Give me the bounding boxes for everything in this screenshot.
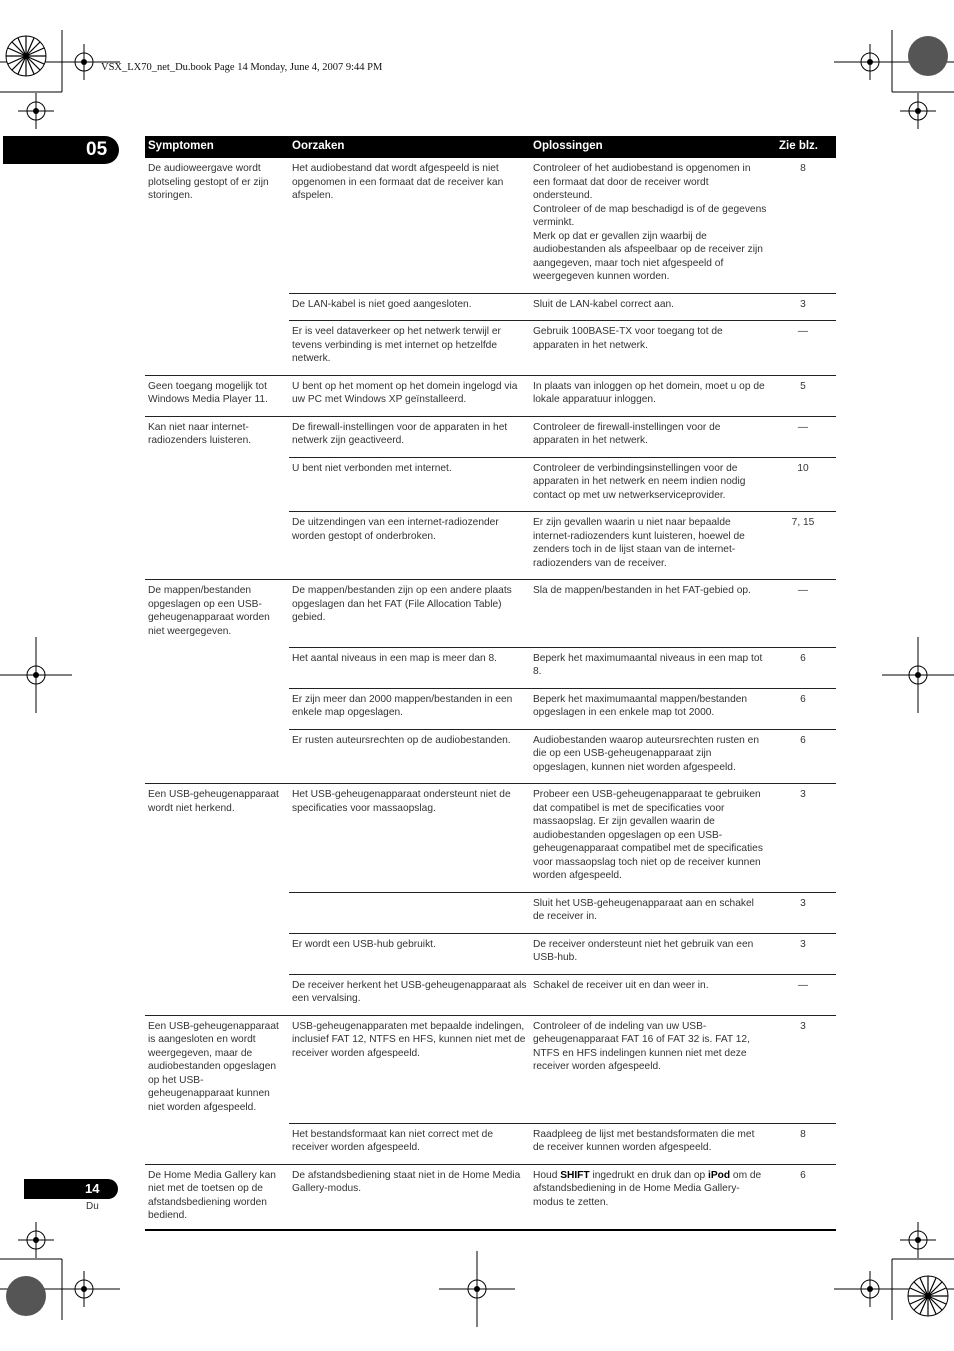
cause-cell: De afstandsbediening staat niet in de Home Media Gallery-modus. (289, 1164, 530, 1229)
page-ref-cell: 3 (770, 293, 836, 321)
cause-cell: De uitzendingen van een internet-radiozender worden gestopt of onderbroken. (289, 512, 530, 580)
remedy-cell: Controleer de verbindingsinstellingen voor de apparaten in het netwerk en neem indien nodig contact op met uw netwerkserviceprovider. (530, 457, 770, 512)
page-ref-cell: — (770, 321, 836, 376)
cause-cell: U bent niet verbonden met internet. (289, 457, 530, 512)
remedy-cell: Raadpleeg de lijst met bestandsformaten die met de receiver kunnen worden afgespeeld. (530, 1123, 770, 1164)
remedy-line: Merk op dat er gevallen zijn waarbij de audiobestanden als afspeelbaar op de receiver zijn aangegeven, maar toch niet afgespeeld of weergegeven kunnen worden. (533, 230, 763, 282)
header-remedy: Oplossingen (530, 136, 770, 158)
symptom-cell: De Home Media Gallery kan niet met de toetsen op de afstandsbediening worden bediend. (145, 1164, 289, 1229)
cause-cell: De LAN-kabel is niet goed aangesloten. (289, 293, 530, 321)
button-name: SHIFT (560, 1169, 590, 1181)
symptom-cell: Kan niet naar internet-radiozenders luisteren. (145, 416, 289, 457)
remedy-cell: Gebruik 100BASE-TX voor toegang tot de apparaten in het netwerk. (530, 321, 770, 376)
table-row (145, 647, 836, 688)
page-ref-cell: 6 (770, 647, 836, 688)
table-row (145, 158, 836, 293)
remedy-cell: Sluit de LAN-kabel correct aan. (530, 293, 770, 321)
table-row (145, 457, 836, 512)
table-row (145, 321, 836, 376)
page-ref-cell: 6 (770, 688, 836, 729)
page-ref-cell: 10 (770, 457, 836, 512)
cause-cell: Er is veel dataverkeer op het netwerk terwijl er tevens verbinding is met internet op hetzelfde netwerk. (289, 321, 530, 376)
page-ref-cell: 3 (770, 784, 836, 893)
remedy-line: Controleer of het audiobestand is opgenomen in een formaat dat door de receiver wordt ondersteund. (533, 163, 751, 201)
cause-cell: Het aantal niveaus in een map is meer dan 8. (289, 647, 530, 688)
page-ref-cell: — (770, 580, 836, 648)
table-row (145, 293, 836, 321)
table-row (145, 933, 836, 974)
symptom-cell (145, 512, 289, 580)
symptom-cell: Een USB-geheugenapparaat is aangesloten en wordt weergegeven, maar de audiobestanden opgeslagen op het USB-geheugenapparaat kunnen niet worden afgespeeld. (145, 1015, 289, 1123)
file-info-header: VSX_LX70_net_Du.book Page 14 Monday, June 4, 2007 9:44 PM (101, 62, 383, 73)
page-ref-cell: 8 (800, 163, 806, 174)
remedy-cell: In plaats van inloggen op het domein, moet u op de lokale apparatuur inloggen. (530, 375, 770, 416)
remedy-text: om de afstandsbediening in de Home Media Gallery-modus te zetten. (533, 1169, 762, 1208)
remedy-cell: Beperk het maximumaantal niveaus in een map tot 8. (530, 647, 770, 688)
page-ref-cell: — (770, 416, 836, 457)
cause-cell: Het USB-geheugenapparaat ondersteunt niet de specificaties voor massaopslag. (289, 784, 530, 893)
remedy-line: Controleer of de map beschadigd is of de gegevens verminkt. (533, 203, 767, 228)
remedy-text: ingedrukt en druk dan op (589, 1169, 708, 1181)
header-symptom: Symptomen (145, 136, 289, 158)
cause-cell: Er rusten auteursrechten op de audiobestanden. (289, 729, 530, 784)
page-ref-cell: 3 (770, 933, 836, 974)
table-row (145, 688, 836, 729)
table-bottom-rule (145, 1229, 836, 1231)
page-ref-cell: 6 (770, 1164, 836, 1229)
cause-cell: De mappen/bestanden zijn op een andere plaats opgeslagen dan het FAT (File Allocation Table) gebied. (289, 580, 530, 648)
remedy-text: Houd (533, 1169, 561, 1181)
symptom-cell (145, 321, 289, 376)
page-ref-cell: 6 (770, 729, 836, 784)
table-row (145, 729, 836, 784)
table-row (145, 1015, 836, 1123)
remedy-cell: Probeer een USB-geheugenapparaat te gebruiken dat compatibel is met de specificaties voor massaopslag. Er zijn gevallen waarin de audiobestanden opgeslagen op een USB-geheugenapparaat compatibel met de specificaties voor massaopslag toch niet op de receiver kunnen worden afgespeeld. (530, 784, 770, 893)
troubleshooting-table (145, 136, 836, 1229)
symptom-cell (145, 892, 289, 933)
cause-cell: Het bestandsformaat kan niet correct met de receiver worden afgespeeld. (289, 1123, 530, 1164)
symptom-cell (145, 688, 289, 729)
remedy-cell (530, 1164, 770, 1229)
table-row (145, 512, 836, 580)
header-page: Zie blz. (770, 136, 836, 158)
remedy-cell: Controleer de firewall-instellingen voor de apparaten in het netwerk. (530, 416, 770, 457)
table-row (145, 892, 836, 933)
chapter-tab (3, 136, 119, 164)
symptom-cell (145, 457, 289, 512)
symptom-cell (145, 933, 289, 974)
cause-cell: USB-geheugenapparaten met bepaalde indelingen, inclusief FAT 12, NTFS en HFS, kunnen niet met de receiver worden afgespeeld. (289, 1015, 530, 1123)
table-row (145, 1164, 836, 1229)
remedy-cell: Schakel de receiver uit en dan weer in. (530, 974, 770, 1015)
table-row (145, 974, 836, 1015)
chapter-number: 05 (86, 139, 108, 160)
table-body (145, 158, 836, 1229)
symptom-cell (145, 647, 289, 688)
symptom-cell: De audioweergave wordt plotseling gestopt of er zijn storingen. (148, 163, 269, 201)
page-ref-cell: — (770, 974, 836, 1015)
page-ref-cell: 3 (770, 892, 836, 933)
page-number-tab (24, 1179, 118, 1199)
remedy-cell: Sluit het USB-geheugenapparaat aan en schakel de receiver in. (530, 892, 770, 933)
page-ref-cell: 5 (770, 375, 836, 416)
remedy-cell: Beperk het maximumaantal mappen/bestanden opgeslagen in een enkele map tot 2000. (530, 688, 770, 729)
button-name: iPod (708, 1169, 731, 1181)
page-ref-cell: 8 (770, 1123, 836, 1164)
cause-cell (289, 892, 530, 933)
cause-cell: Er zijn meer dan 2000 mappen/bestanden in een enkele map opgeslagen. (289, 688, 530, 729)
cause-cell: De firewall-instellingen voor de apparaten in het netwerk zijn geactiveerd. (289, 416, 530, 457)
table-row (145, 580, 836, 648)
symptom-cell (145, 729, 289, 784)
table-row (145, 1123, 836, 1164)
page-number: 14 (85, 1181, 100, 1196)
page-ref-cell: 3 (770, 1015, 836, 1123)
symptom-cell (145, 974, 289, 1015)
remedy-cell: Er zijn gevallen waarin u niet naar bepaalde internet-radiozenders kunt luisteren, hoewel de zenders toch in de lijst staan van de internet-radiozenders van de receiver. (530, 512, 770, 580)
symptom-cell (145, 293, 289, 321)
cause-cell: Er wordt een USB-hub gebruikt. (289, 933, 530, 974)
table-row (145, 375, 836, 416)
cause-cell: Het audiobestand dat wordt afgespeeld is niet opgenomen in een formaat dat de receiver kan afspelen. (292, 163, 504, 201)
page-ref-cell: 7, 15 (770, 512, 836, 580)
cause-cell: De receiver herkent het USB-geheugenapparaat als een vervalsing. (289, 974, 530, 1015)
table-header-row (145, 136, 836, 158)
page-language: Du (86, 1201, 99, 1212)
remedy-cell: Audiobestanden waarop auteursrechten rusten en die op een USB-geheugenapparaat zijn opgeslagen, kunnen niet worden afgespeeld. (530, 729, 770, 784)
remedy-cell: Controleer of de indeling van uw USB-geheugenapparaat FAT 16 of FAT 32 is. FAT 12, NTFS en HFS indelingen kunnen niet met deze receiver worden afgespeeld. (530, 1015, 770, 1123)
symptom-cell: Geen toegang mogelijk tot Windows Media Player 11. (145, 375, 289, 416)
table-row (145, 416, 836, 457)
remedy-cell: De receiver ondersteunt niet het gebruik van een USB-hub. (530, 933, 770, 974)
cause-cell: U bent op het moment op het domein ingelogd via uw PC met Windows XP geïnstalleerd. (289, 375, 530, 416)
table-row (145, 784, 836, 893)
remedy-cell: Sla de mappen/bestanden in het FAT-gebied op. (530, 580, 770, 648)
symptom-cell: De mappen/bestanden opgeslagen op een USB-geheugenapparaat worden niet weergegeven. (145, 580, 289, 648)
remedy-cell (530, 158, 770, 293)
header-cause: Oorzaken (289, 136, 530, 158)
symptom-cell: Een USB-geheugenapparaat wordt niet herkend. (145, 784, 289, 893)
symptom-cell (145, 1123, 289, 1164)
